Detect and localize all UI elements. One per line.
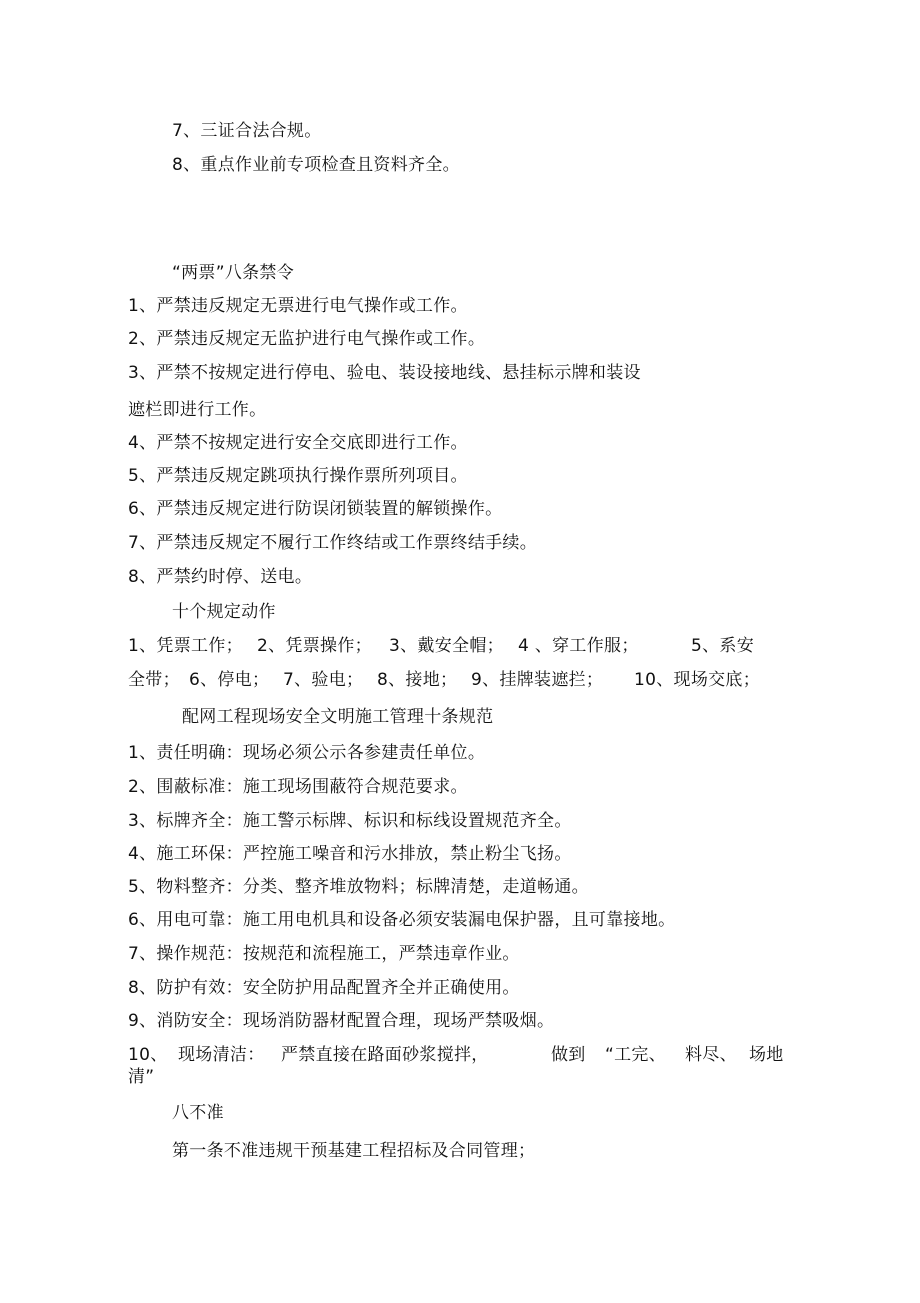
list-item: 1、严禁违反规定无票进行电气操作或工作。 (128, 296, 468, 316)
section-heading-ten-actions: 十个规定动作 (172, 602, 276, 622)
list-item: 7、操作规范：按规范和流程施工，严禁违章作业。 (128, 944, 520, 964)
list-item: 9、消防安全：现场消防器材配置合理，现场严禁吸烟。 (128, 1011, 555, 1031)
list-item: 5、物料整齐：分类、整齐堆放物料；标牌清楚，走道畅通。 (128, 877, 589, 897)
list-item-continuation: 清” (128, 1067, 155, 1087)
item-text: 做到 (551, 1045, 586, 1065)
list-item: 3、标牌齐全：施工警示标牌、标识和标线设置规范齐全。 (128, 811, 572, 831)
list-item: 2、严禁违反规定无监护进行电气操作或工作。 (128, 329, 486, 349)
actions-line-2 (128, 669, 760, 691)
section-heading-site-norms: 配网工程现场安全文明施工管理十条规范 (182, 707, 494, 727)
item-text: 场地 (749, 1045, 784, 1065)
action-item: 10、现场交底； (634, 670, 761, 690)
paragraph: 第一条不准违规干预基建工程招标及合同管理； (172, 1141, 536, 1161)
action-item: 1、凭票工作； (128, 636, 243, 656)
section-heading-eight-nots: 八不准 (172, 1103, 224, 1123)
item-number: 10、 (128, 1045, 168, 1065)
actions-line-1 (128, 635, 754, 657)
action-item: 9、挂牌装遮拦； (471, 670, 604, 690)
list-item: 8、防护有效：安全防护用品配置齐全并正确使用。 (128, 978, 520, 998)
list-item: 4、施工环保：严控施工噪音和污水排放，禁止粉尘飞扬。 (128, 844, 572, 864)
list-item: 6、严禁违反规定进行防误闭锁装置的解锁操作。 (128, 499, 503, 519)
item-text: 料尽、 (685, 1045, 737, 1065)
action-item: 全带； (128, 670, 180, 690)
action-item: 8、接地； (377, 670, 458, 690)
list-item: 5、严禁违反规定跳项执行操作票所列项目。 (128, 466, 468, 486)
list-item: 3、严禁不按规定进行停电、验电、装设接地线、悬挂标示牌和装设 (128, 363, 641, 383)
action-item: 3、戴安全帽； (389, 636, 504, 656)
list-item-continuation: 遮栏即进行工作。 (128, 400, 267, 420)
list-item-10 (128, 1044, 784, 1066)
section-heading-two-tickets: “两票”八条禁令 (172, 263, 295, 283)
action-item: 5、系安 (691, 636, 755, 656)
action-item: 6、停电； (189, 670, 270, 690)
list-item: 1、责任明确：现场必须公示各参建责任单位。 (128, 743, 486, 763)
list-item: 7、三证合法合规。 (172, 121, 322, 141)
item-text: 严禁直接在路面砂浆搅拌， (281, 1045, 489, 1065)
list-item: 4、严禁不按规定进行安全交底即进行工作。 (128, 433, 468, 453)
item-label: 现场清洁： (178, 1045, 265, 1065)
item-text: “工完、 (605, 1045, 667, 1065)
list-item: 8、严禁约时停、送电。 (128, 567, 313, 587)
list-item: 7、严禁违反规定不履行工作终结或工作票终结手续。 (128, 533, 538, 553)
action-item: 4 、穿工作服； (518, 636, 639, 656)
action-item: 2、凭票操作； (257, 636, 372, 656)
list-item: 8、重点作业前专项检查且资料齐全。 (172, 155, 460, 175)
action-item: 7、验电； (283, 670, 364, 690)
list-item: 2、围蔽标准：施工现场围蔽符合规范要求。 (128, 777, 468, 797)
list-item: 6、用电可靠：施工用电机具和设备必须安装漏电保护器，且可靠接地。 (128, 910, 676, 930)
